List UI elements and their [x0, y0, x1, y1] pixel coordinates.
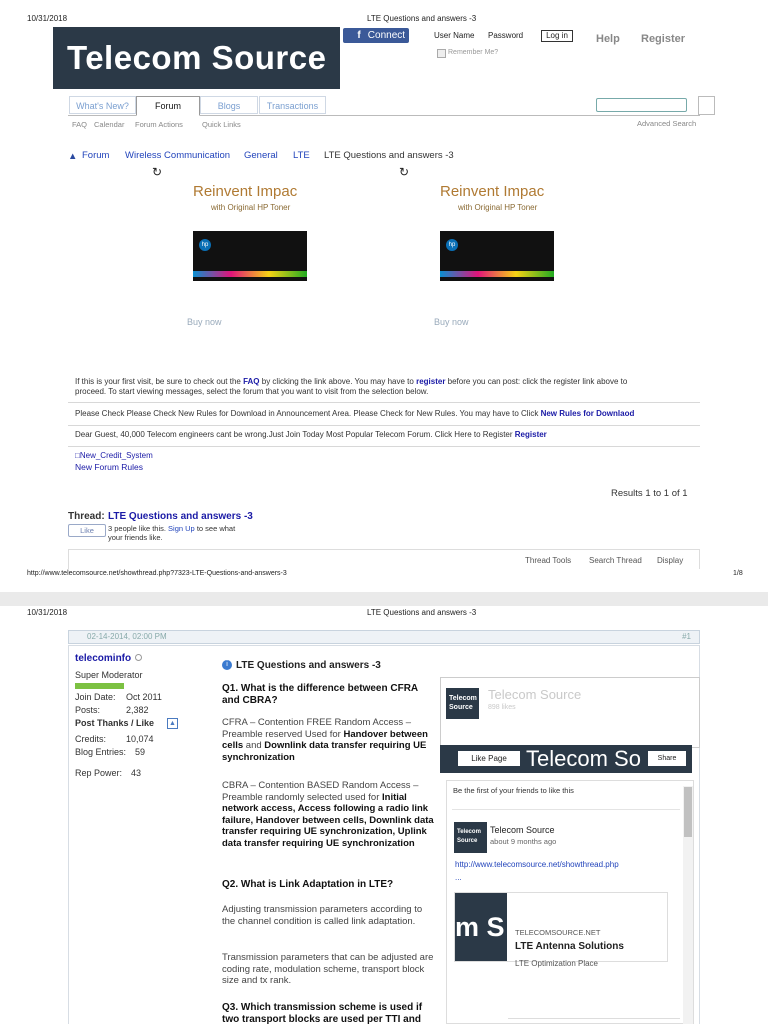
answer-bold: Initial network access, Access following a radio link failure, Handover between cells, Downlink data transfer requiring UE synchronization, Uplink data transfer requiring UE synchronization: [222, 791, 434, 849]
post-thanks-label: Post Thanks / Like: [75, 718, 155, 728]
register-guest-link[interactable]: Register: [514, 430, 547, 439]
tab-whats-new[interactable]: What's New?: [69, 96, 136, 114]
answer-bold: Handover between cells: [222, 728, 428, 751]
post-avatar[interactable]: Telecom Source: [454, 822, 487, 853]
notice-text: Please Check Please Check New Rules for Download in Announcement Area. Please Check for New Rules. You may have to Click: [75, 409, 541, 418]
post-username[interactable]: telecominfo: [75, 653, 132, 664]
answer-text: CFRA – Contention FREE Random Access – Preamble reserved Used for: [222, 717, 412, 740]
question-3: Q3. Which transmission scheme is used if two transport blocks are used per TTI and: [222, 1002, 423, 1025]
question-2: Q2. What is Link Adaptation in LTE?: [222, 879, 394, 890]
new-forum-rules-link[interactable]: New Forum Rules: [75, 462, 144, 472]
post-number[interactable]: #1: [682, 632, 691, 641]
notice-first-visit: [68, 374, 700, 403]
register-inline-link[interactable]: register: [416, 377, 446, 386]
posts-label: Posts:: [75, 705, 101, 715]
ad-banner-2[interactable]: [440, 183, 555, 212]
site-logo[interactable]: Telecom Source: [53, 27, 340, 89]
join-date-value: Oct 2011: [126, 692, 162, 702]
remember-me-label: Remember Me?: [448, 49, 499, 56]
image-alt-text: New_Credit_System: [79, 451, 153, 460]
tab-forum[interactable]: Forum: [136, 96, 200, 116]
subnav-calendar[interactable]: Calendar: [94, 120, 125, 129]
breadcrumb-lte[interactable]: LTE: [293, 150, 310, 161]
card-image: m S: [455, 893, 507, 961]
blog-entries-label: Blog Entries:: [75, 747, 127, 757]
credits-value[interactable]: 10,074: [126, 734, 154, 744]
widget-divider: [508, 1018, 680, 1019]
print-page-number: 1/8: [733, 570, 743, 577]
question-1: Q1. What is the difference between CFRA and CBRA?: [222, 683, 418, 706]
answer-2a: Adjusting transmission parameters according to the channel condition is called link adaptation.: [222, 904, 423, 927]
fb-cover-banner: [440, 745, 692, 773]
ad-buy-now[interactable]: Buy now: [187, 317, 222, 327]
subnav-quick-links[interactable]: Quick Links: [202, 120, 241, 129]
search-thread-menu[interactable]: Search Thread: [589, 556, 642, 565]
refresh-icon[interactable]: ↻: [152, 165, 163, 179]
offline-status-icon: [135, 654, 142, 661]
password-label: Password: [488, 31, 524, 40]
advanced-search-link[interactable]: Advanced Search: [637, 119, 697, 128]
card-domain: TELECOMSOURCE.NET: [515, 928, 601, 937]
login-button[interactable]: Log in: [541, 30, 573, 42]
print-date: 10/31/2018: [27, 14, 68, 23]
fb-page-name[interactable]: Telecom Source: [488, 687, 582, 702]
thread-tools-menu[interactable]: Thread Tools: [525, 556, 572, 565]
notice-text: If this is your first visit, be sure to check out the: [75, 377, 244, 386]
username-label: User Name: [434, 31, 475, 40]
thread-label: Thread:: [68, 511, 105, 522]
post-date: 02-14-2014, 02:00 PM: [87, 632, 167, 641]
join-date-label: Join Date:: [75, 692, 116, 702]
page-divider: [0, 592, 768, 606]
facebook-connect-button[interactable]: [343, 28, 409, 43]
fb-post-ellipsis: ...: [455, 873, 462, 882]
faq-link[interactable]: FAQ: [243, 377, 260, 386]
rep-power-value: 43: [131, 768, 142, 778]
breadcrumb-forum[interactable]: Forum: [82, 150, 110, 161]
tab-transactions[interactable]: Transactions: [259, 96, 326, 114]
answer-cbra: [222, 780, 437, 849]
search-input[interactable]: [596, 98, 687, 112]
refresh-icon[interactable]: ↻: [399, 165, 410, 179]
like-text-2: your friends like.: [108, 533, 163, 542]
banner-text: Telecom So: [526, 746, 641, 771]
connect-label: Connect: [367, 30, 406, 41]
breadcrumb-current: LTE Questions and answers -3: [324, 150, 454, 161]
print-date: 10/31/2018: [27, 608, 68, 617]
rep-power-label: Rep Power:: [75, 768, 123, 778]
answer-2b: Transmission parameters that can be adjusted are coding rate, modulation scheme, transport block size and tx rank.: [222, 952, 434, 986]
ad-subtitle: with Original HP Toner: [211, 203, 291, 212]
register-link[interactable]: Register: [641, 33, 686, 45]
post-title: LTE Questions and answers -3: [236, 660, 381, 671]
like-page-button[interactable]: Like Page: [458, 751, 520, 766]
page-avatar[interactable]: Telecom Source: [446, 688, 479, 719]
breadcrumb-wireless[interactable]: Wireless Communication: [125, 150, 231, 161]
signup-link[interactable]: Sign Up: [168, 524, 195, 533]
ad-banner-1[interactable]: [193, 183, 308, 212]
thread-toolbar: [68, 549, 700, 569]
card-subtitle: LTE Optimization Place: [515, 959, 598, 968]
ad-title: Reinvent Impac: [193, 183, 298, 200]
notice-text: before you can post: click the register link above to: [445, 377, 628, 386]
results-count: Results 1 to 1 of 1: [611, 488, 688, 499]
like-button[interactable]: Like: [68, 524, 106, 537]
fb-post-link[interactable]: http://www.telecomsource.net/showthread.php: [455, 860, 619, 869]
toner-image: [440, 231, 554, 281]
posts-value: 2,382: [126, 705, 149, 715]
ad-buy-now[interactable]: Buy now: [434, 317, 469, 327]
credit-system-image[interactable]: □New_Credit_System: [75, 451, 153, 460]
print-url: http://www.telecomsource.net/showthread.php?7323-LTE-Questions-and-answers-3: [27, 570, 287, 577]
breadcrumb-general[interactable]: General: [244, 150, 278, 161]
hp-logo-icon: hp: [199, 239, 211, 251]
notice-new-rules: [68, 406, 700, 426]
ad-subtitle: with Original HP Toner: [458, 203, 538, 212]
card-title: LTE Antenna Solutions: [515, 941, 624, 952]
expand-icon[interactable]: ▲: [167, 718, 178, 729]
subnav-faq[interactable]: FAQ: [72, 120, 88, 129]
hp-logo-icon: hp: [446, 239, 458, 251]
user-rank: Super Moderator: [75, 670, 143, 680]
widget-divider: [452, 809, 680, 810]
thread-title-link[interactable]: LTE Questions and answers -3: [108, 511, 253, 522]
subnav-forum-actions[interactable]: Forum Actions: [135, 120, 183, 129]
like-text-part: 3 people like this.: [108, 524, 169, 533]
notice-text: proceed. To start viewing messages, select the forum that you want to visit from the selection below.: [75, 387, 429, 396]
widget-scrollbar-thumb[interactable]: [684, 787, 692, 837]
share-button[interactable]: Share: [648, 751, 686, 766]
blog-entries-value[interactable]: 59: [135, 747, 146, 757]
notice-text: Dear Guest, 40,000 Telecom engineers cant be wrong.Just Join Today Most Popular Telecom Forum. Click Here to Register: [75, 430, 515, 439]
reputation-meter: [75, 683, 124, 689]
fb-post-time[interactable]: about 9 months ago: [490, 837, 557, 846]
answer-text: and: [243, 740, 265, 751]
info-icon: i: [222, 660, 232, 670]
help-link[interactable]: Help: [596, 33, 620, 45]
notice-dear-guest: [68, 427, 700, 447]
display-menu[interactable]: Display: [657, 556, 684, 565]
like-text: [108, 524, 235, 533]
like-text-part: to see what: [194, 524, 236, 533]
answer-text: CBRA – Contention BASED Random Access – Preamble randomly selected used for: [222, 780, 419, 803]
post-header: [68, 630, 700, 644]
print-title: LTE Questions and answers -3: [367, 608, 477, 617]
search-button[interactable]: [698, 96, 715, 115]
facebook-icon: f: [357, 30, 361, 41]
tab-blogs[interactable]: Blogs: [200, 96, 258, 114]
toner-image: [193, 231, 307, 281]
remember-me-checkbox[interactable]: [437, 49, 446, 58]
ad-title: Reinvent Impac: [440, 183, 545, 200]
fb-likes-count: 898 likes: [488, 704, 516, 711]
credits-label: Credits:: [75, 734, 107, 744]
new-rules-link[interactable]: New Rules for Downlaod: [540, 409, 635, 418]
print-title: LTE Questions and answers -3: [367, 14, 477, 23]
notice-text: by clicking the link above. You may have to: [259, 377, 417, 386]
first-friends-text: Be the first of your friends to like this: [453, 786, 574, 795]
home-icon[interactable]: ▲: [68, 151, 78, 162]
answer-cfra: [222, 717, 437, 763]
answer-bold: Downlink data transfer requiring UE synchronization: [222, 740, 427, 763]
fb-post-name[interactable]: Telecom Source: [490, 825, 555, 835]
